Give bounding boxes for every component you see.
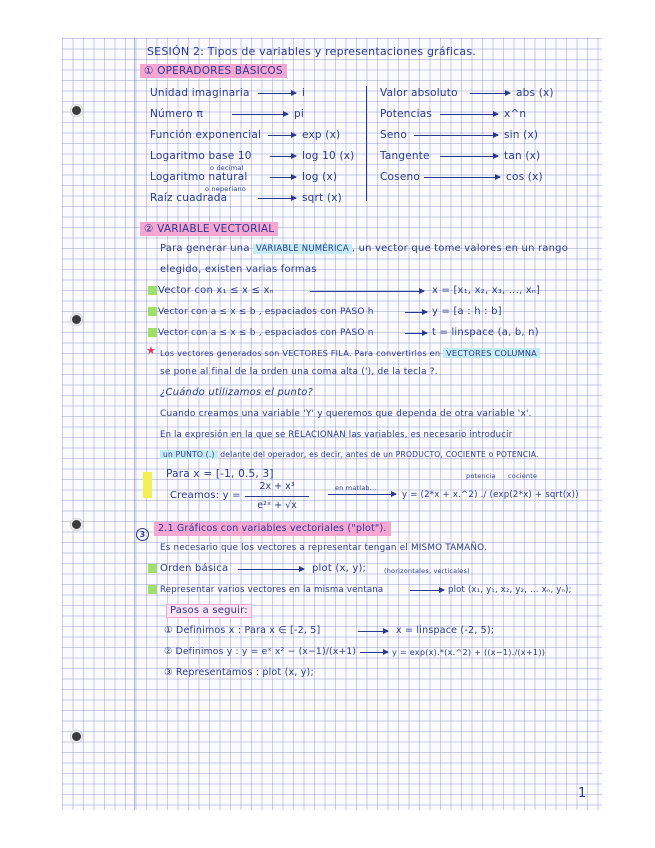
question: ¿Cuándo utilizamos el punto? bbox=[160, 387, 314, 398]
steps-heading: Pasos a seguir: bbox=[166, 604, 252, 618]
arrow-icon bbox=[424, 177, 500, 178]
arrow-icon bbox=[440, 156, 498, 157]
example-creamos: Creamos: y = bbox=[170, 490, 241, 501]
note-cociente: cociente bbox=[508, 472, 538, 480]
binder-hole bbox=[70, 518, 83, 531]
step-label: ② Definimos y : y = eˣ x² − (x−1)/(x+1) bbox=[164, 646, 357, 657]
op-label: Logaritmo base 10 bbox=[150, 150, 252, 162]
section2-heading: ② VARIABLE VECTORIAL bbox=[140, 222, 278, 236]
matlab-expression: y = (2*x + x.^2) ./ (exp(2*x) + sqrt(x)) bbox=[402, 490, 579, 500]
section1-heading: ① OPERADORES BÁSICOS bbox=[140, 64, 287, 78]
arrow-icon bbox=[310, 291, 424, 292]
yellow-marker bbox=[143, 472, 152, 498]
op-label: Valor absoluto bbox=[380, 87, 458, 99]
op-value: sqrt (x) bbox=[302, 192, 342, 204]
paragraph: un PUNTO (.) delante del operador, es decir, antes de un PRODUCTO, COCIENTE o POTENCIA. bbox=[160, 449, 539, 461]
arrow-icon bbox=[238, 569, 304, 570]
step-value: y = exp(x).*(x.^2) + ((x−1)./(x+1)) bbox=[392, 647, 546, 657]
fraction-numerator: 2x + x³ bbox=[259, 481, 295, 492]
op-label: Seno bbox=[380, 129, 408, 141]
op-value: abs (x) bbox=[516, 87, 554, 99]
step-label: ① Definimos x : Para x ∈ [-2, 5] bbox=[164, 625, 321, 636]
page-title: SESIÓN 2: Tipos de variables y representaciones gráficas. bbox=[147, 45, 476, 58]
op-value: exp (x) bbox=[302, 129, 341, 141]
op-value: cos (x) bbox=[506, 171, 543, 183]
op-label: Raíz cuadrada bbox=[150, 192, 228, 204]
step-value: x = linspace (-2, 5); bbox=[396, 625, 495, 636]
paragraph: se pone al final de la orden una coma alta ('), de la tecla ?. bbox=[160, 367, 438, 377]
vector-value: x = [x₁, x₂, x₃, ..., xₙ] bbox=[432, 285, 541, 296]
op-value: x^n bbox=[504, 108, 527, 120]
page-number: 1 bbox=[578, 786, 587, 801]
arrow-icon bbox=[414, 135, 498, 136]
column-divider bbox=[366, 86, 367, 201]
arrow-icon bbox=[270, 177, 296, 178]
green-marker bbox=[148, 564, 157, 573]
green-marker bbox=[148, 585, 157, 594]
section21-heading: 2.1 Gráficos con variables vectoriales ("plot"). bbox=[154, 522, 391, 536]
op-value: sin (x) bbox=[504, 129, 539, 141]
op-note: o decimal bbox=[210, 164, 244, 172]
vector-label: Vector con a ≤ x ≤ b , espaciados con PASO n bbox=[158, 328, 374, 338]
op-value: pi bbox=[294, 108, 304, 120]
arrow-icon bbox=[470, 93, 510, 94]
arrow-icon bbox=[268, 135, 296, 136]
vector-label: Vector con a ≤ x ≤ b , espaciados con PASO h bbox=[158, 307, 374, 317]
arrow-icon bbox=[360, 652, 388, 653]
arrow-icon bbox=[270, 156, 296, 157]
op-value: i bbox=[302, 87, 306, 99]
paragraph: Para generar una VARIABLE NUMÉRICA , un vector que tome valores en un rango bbox=[160, 243, 569, 254]
note-matlab: en matlab... bbox=[335, 484, 377, 492]
op-note: o neperiano bbox=[205, 185, 247, 193]
arrow-icon bbox=[440, 114, 498, 115]
repr-value: plot (x₁, y₁, x₂, y₂, ... xₙ, yₙ); bbox=[448, 585, 572, 595]
fraction-line bbox=[245, 496, 309, 497]
vector-value: t = linspace (a, b, n) bbox=[432, 327, 539, 338]
margin-line bbox=[134, 38, 135, 810]
green-marker bbox=[148, 328, 157, 337]
repr-label: Representar varios vectores en la misma ventana bbox=[160, 585, 384, 595]
op-label: Unidad imaginaria bbox=[150, 87, 250, 99]
binder-hole bbox=[70, 313, 83, 326]
op-value: log (x) bbox=[302, 171, 338, 183]
op-label: Logaritmo natural bbox=[150, 171, 248, 183]
fraction-denominator: e²ˣ + √x bbox=[257, 500, 297, 511]
arrow-icon bbox=[258, 93, 296, 94]
note-potencia: potencia bbox=[466, 472, 496, 480]
op-label: Potencias bbox=[380, 108, 433, 120]
example-values: Para x = [-1, 0.5, 3] bbox=[166, 468, 274, 480]
orden-value: plot (x, y); bbox=[312, 563, 367, 574]
paragraph: Los vectores generados son VECTORES FILA. Para convertirlos en VECTORES COLUMNA bbox=[160, 347, 540, 359]
op-value: log 10 (x) bbox=[302, 150, 355, 162]
binder-hole bbox=[70, 104, 83, 117]
orden-note: (horizontales, verticales) bbox=[384, 567, 470, 575]
arrow-icon bbox=[258, 198, 296, 199]
op-label: Número π bbox=[150, 108, 203, 120]
binder-hole bbox=[70, 730, 83, 743]
arrow-icon bbox=[405, 333, 427, 334]
green-marker bbox=[148, 307, 157, 316]
vector-value: y = [a : h : b] bbox=[432, 306, 502, 317]
arrow-icon bbox=[410, 590, 444, 591]
op-label: Coseno bbox=[380, 171, 420, 183]
paragraph: elegido, existen varias formas bbox=[160, 264, 317, 275]
vector-label: Vector con x₁ ≤ x ≤ xₙ bbox=[158, 285, 274, 296]
op-value: tan (x) bbox=[504, 150, 541, 162]
orden-label: Orden básica bbox=[160, 563, 229, 574]
paragraph: Es necesario que los vectores a representar tengan el MISMO TAMAÑO. bbox=[160, 543, 487, 553]
section-marker: 3 bbox=[136, 528, 152, 541]
paragraph: Cuando creamos una variable 'Y' y queremos que dependa de otra variable 'x'. bbox=[160, 409, 532, 419]
arrow-icon bbox=[358, 631, 388, 632]
arrow-icon bbox=[405, 312, 427, 313]
star-icon: ★ bbox=[146, 344, 156, 357]
paragraph: En la expresión en la que se RELACIONAN las variables, es necesario introducir bbox=[160, 430, 513, 440]
op-label: Tangente bbox=[380, 150, 430, 162]
arrow-icon bbox=[328, 494, 396, 495]
arrow-icon bbox=[232, 114, 288, 115]
step-label: ③ Representamos : plot (x, y); bbox=[164, 667, 314, 678]
green-marker bbox=[148, 286, 157, 295]
op-label: Función exponencial bbox=[150, 129, 262, 141]
